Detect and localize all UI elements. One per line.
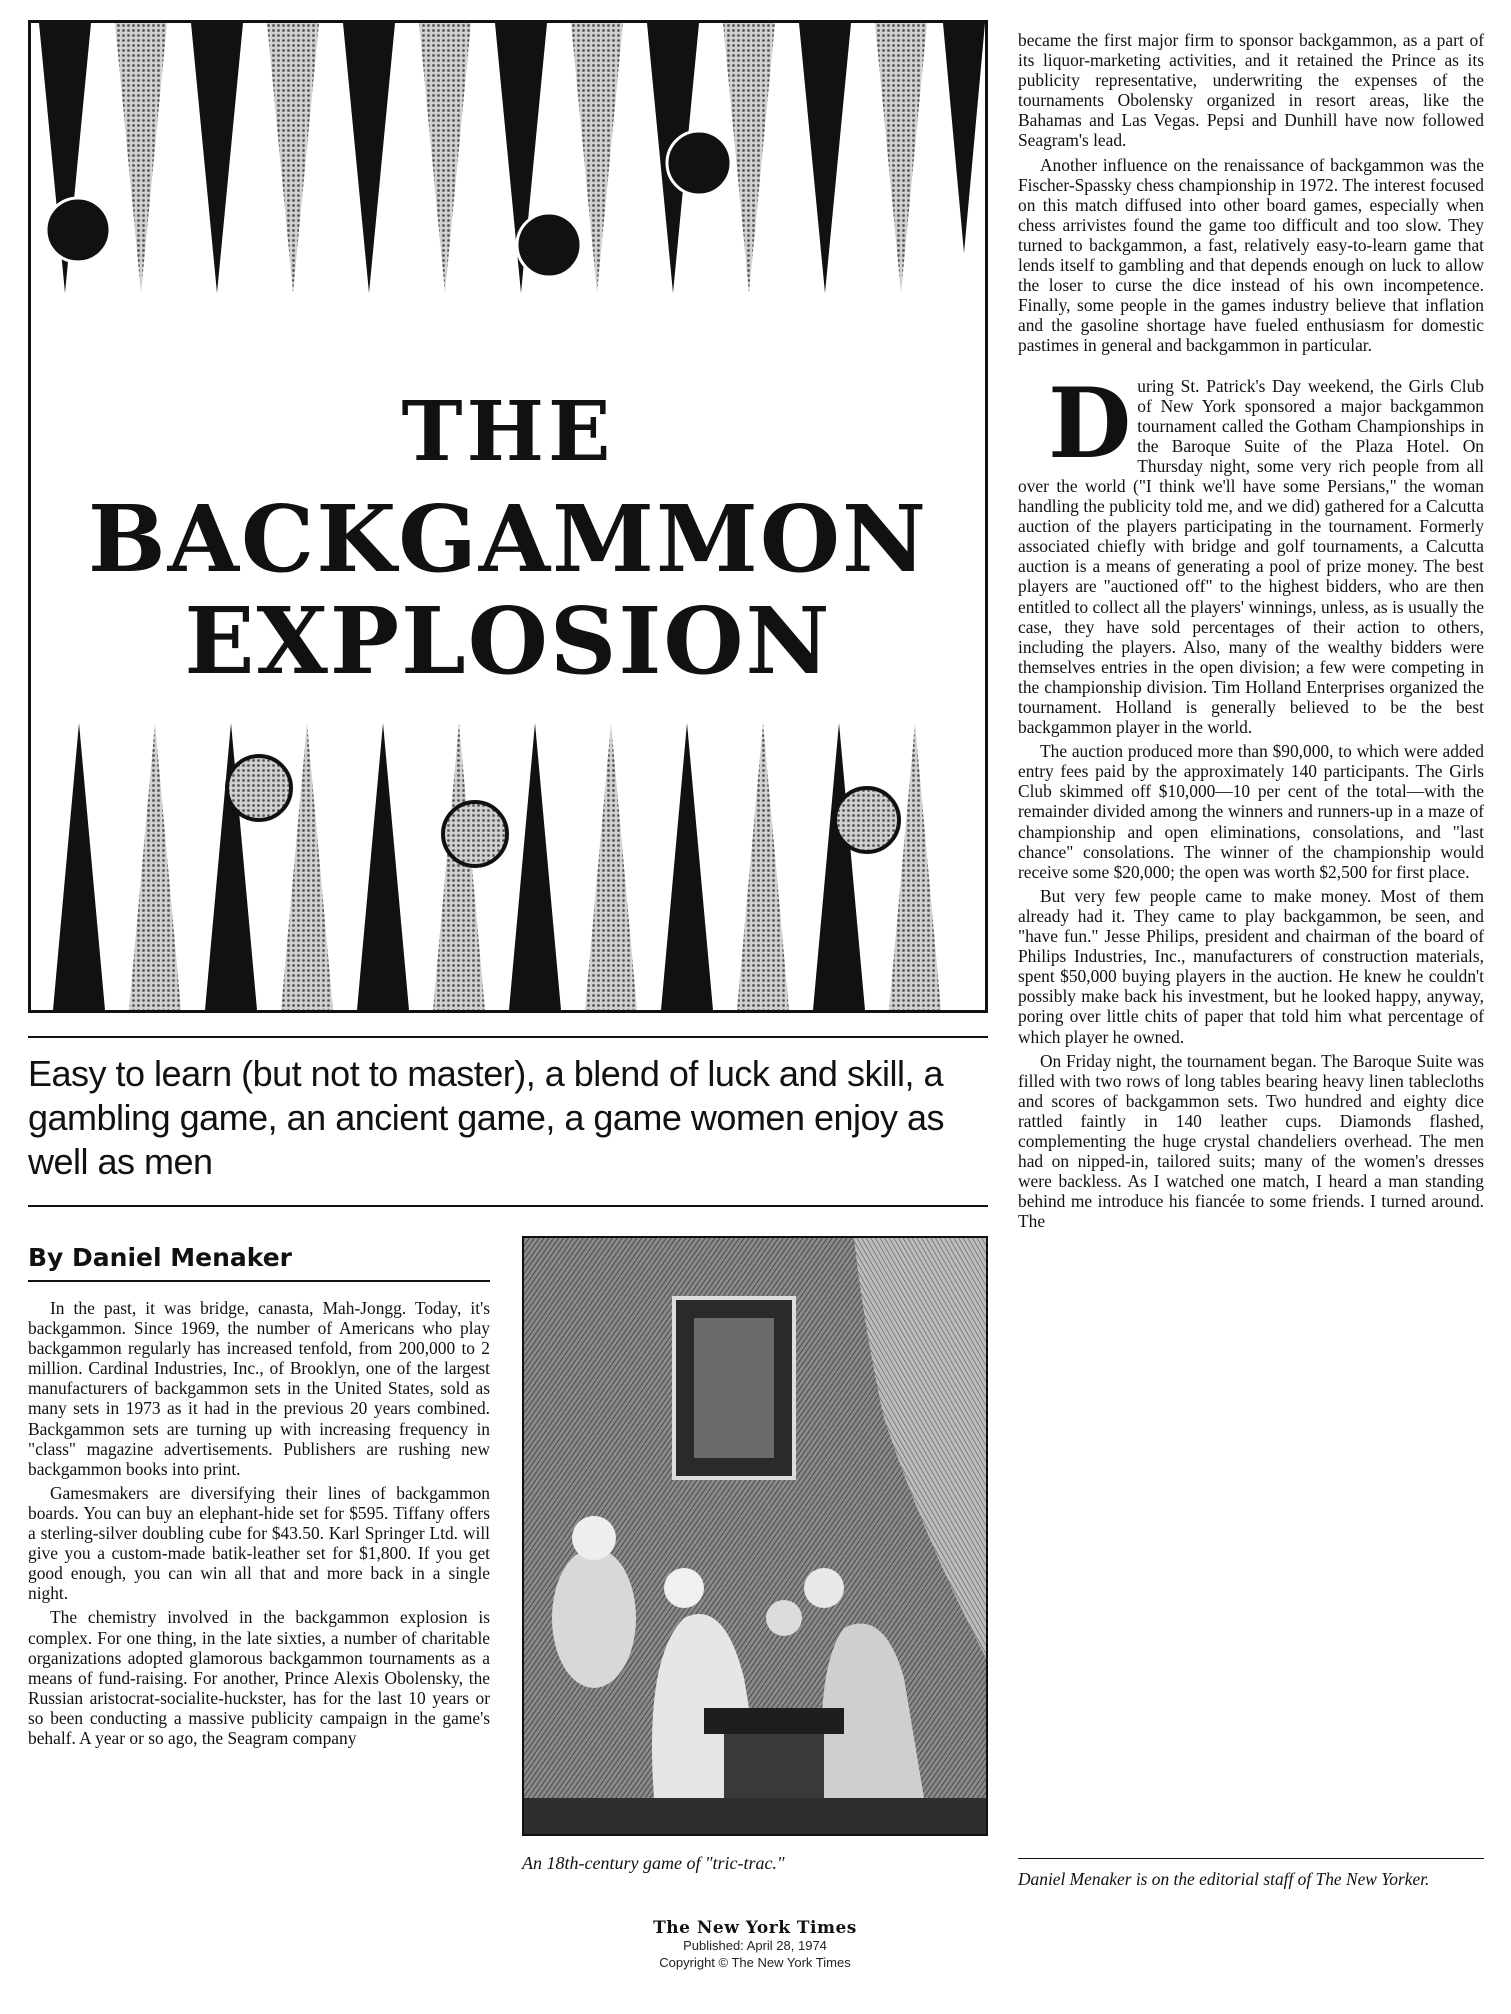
illustration-caption: An 18th-century game of "tric-trac." [522, 1853, 785, 1873]
headline-line-1: THE [401, 384, 615, 480]
backgammon-board-illustration [28, 20, 988, 1013]
board-point-top [943, 23, 985, 253]
body-paragraph: On Friday night, the tournament began. The Baroque Suite was filled with two rows of long tables bearing heavy linen tablecloths and scores of backgammon sets. Two hundred and eighty dice rattled faintly in 140 leather cups. Diamonds flashed, complementing the huge crystal chandeliers overhead. The men had on nipped-in, tailored suits; many of the women's dresses were backless. As I watched one match, I heard a man standing behind me introduce his fiancée to some friends. I turned around. The [1018, 1050, 1484, 1232]
board-point-top [799, 23, 851, 293]
body-paragraph: In the past, it was bridge, canasta, Mah-Jongg. Today, it's backgammon. Since 1969, the number of Americans who play backgammon regularly has increased tenfold, from 200,000 to 2 million. Cardinal Industries, Inc., of Brooklyn, one of the largest manufacturers of backgammon sets in the United States, sold as many sets in 1973 as it had in the previous 20 years combined. Backgammon sets are turning up with increasing frequency in "class" magazine advertisements. Publishers are rushing new backgammon books into print. [28, 1298, 490, 1479]
body-paragraph: The chemistry involved in the backgammon explosion is complex. For one thing, in the late sixties, a number of charitable organizations adopted glamorous backgammon tournaments as a means of fund-raising. For another, Prince Alexis Obolensky, the Russian aristocrat-socialite-huckster, has for the last 10 years or so been conducting a massive publicity campaign in the game's behalf. A year or so ago, the Seagram company [28, 1607, 490, 1748]
board-point-top [115, 23, 167, 293]
headline-line-2: BACKGAMMON [87, 485, 929, 593]
publish-date: Published: April 28, 1974 [683, 1938, 827, 1953]
body-paragraph: But very few people came to make money. Most of them already had it. They came to play backgammon, be seen, and "have fun." Jesse Philips, president and chairman of the board of Philips Industries, Inc., manufacturers of construction materials, spent $50,000 buying players in the auction. He knew he couldn't possibly make back his investment, but he looked happy, anyway, poring over little chits of paper that told him what percentage of which player he owned. [1018, 885, 1484, 1047]
body-paragraph: became the first major firm to sponsor backgammon, as a part of its liquor-marketing activities, and it retained the Prince as its publicity representative, underwriting the expenses of the tournaments Obolensky organized in resort areas, like the Bahamas and Las Vegas. Pepsi and Dunhill have now followed Seagram's lead. [1018, 30, 1484, 151]
body-paragraph: Gamesmakers are diversifying their lines of backgammon boards. You can buy an elephant-hide set for $595. Tiffany offers a sterling-silver doubling cube for $43.50. Karl Springer Ltd. will give you a custom-made batik-leather set for $1,800. If you get good enough, you can win all that and more back in a single night. [28, 1482, 490, 1604]
board-point-top [267, 23, 319, 293]
engraving-art [524, 1238, 986, 1834]
board-point-bottom [53, 723, 105, 1010]
black-checker [46, 198, 110, 262]
left-column [28, 1298, 490, 1752]
board-point-bottom [129, 723, 181, 1010]
body-paragraph: Another influence on the renaissance of backgammon was the Fischer-Spassky chess championship in 1972. The interest focused on this match diffused into other board games, especially when chess arrivistes found the game too difficult and too slow. They turned to backgammon, a fast, relatively easy-to-learn game that lends itself to gambling and that depends enough on luck to allow the loser to curse the dice instead of his own incompetence. Finally, some people in the games industry believe that inflation and the gasoline shortage have fueled enthusiasm for domestic pastimes in general and backgammon in particular. [1018, 154, 1484, 356]
board-point-bottom [281, 723, 333, 1010]
rule-top [28, 1036, 988, 1038]
board-point-bottom [813, 723, 865, 1010]
tric-trac-engraving [522, 1236, 988, 1836]
footer [555, 1920, 955, 1971]
headline-line-3: EXPLOSION [184, 587, 832, 695]
board-point-bottom [737, 723, 789, 1010]
copyright: Copyright © The New York Times [659, 1955, 851, 1970]
bio-rule [1018, 1858, 1484, 1859]
rule-bottom [28, 1205, 988, 1207]
dropcap-paragraph [1018, 366, 1484, 738]
board-point-bottom [661, 723, 713, 1010]
board-point-top [191, 23, 243, 293]
board-point-bottom [357, 723, 409, 1010]
author-bio: Daniel Menaker is on the editorial staff of The New Yorker. [1018, 1869, 1430, 1889]
drop-cap: D [1048, 366, 1132, 480]
deck-subheadline: Easy to learn (but not to master), a blend of luck and skill, a gambling game, an ancient game, a game women enjoy as well as men [28, 1053, 945, 1182]
board-point-top [419, 23, 471, 293]
byline: By Daniel Menaker [28, 1243, 293, 1272]
board-point-bottom [585, 723, 637, 1010]
body-paragraph: The auction produced more than $90,000, to which were added entry fees paid by the approximately 140 participants. The Girls Club skimmed off $10,000—10 per cent of the total—with the remainder divided among the winners and runners-up in a maze of championship and open eliminations, consolations, and "last chance" consolations. The winner of the championship would receive some $20,000; the open was worth $2,500 for first place. [1018, 741, 1484, 882]
black-checker [517, 213, 581, 277]
board-point-bottom [889, 723, 941, 1010]
dropcap-paragraph-text: uring St. Patrick's Day weekend, the Girls Club of New York sponsored a major backgammon tournament called the Gotham Championships in the Baroque Suite of the Plaza Hotel. On Thursday night, some very rich people from all over the world ("I think we'll have some Persians," the woman handling the publicity told me, and we did) gathered for a Calcutta auction of the players participating in the tournament. Formerly associated chiefly with bridge and golf tournaments, a Calcutta auction is a means of generating a pool of prize money. The best players are "auctioned off" to the highest bidders, who are then entitled to collect all the players' winnings, unless, as is usually the case, they have sold percentages of their action to others, including the players. Also, many of the wealthy bidders were themselves entries in the open division; a few were competing in the championship division. Tim Holland Enterprises organized the tournament. Holland is generally believed to be the best backgammon player in the world. [1018, 375, 1484, 738]
nyt-logo: The New York Times [653, 1918, 857, 1938]
right-column [1018, 30, 1484, 1235]
black-checker [667, 131, 731, 195]
grey-checker [227, 756, 291, 820]
board-point-bottom [509, 723, 561, 1010]
byline-rule [28, 1280, 490, 1282]
board-point-top [343, 23, 395, 293]
board-point-top [875, 23, 927, 293]
grey-checker [443, 802, 507, 866]
grey-checker [835, 788, 899, 852]
